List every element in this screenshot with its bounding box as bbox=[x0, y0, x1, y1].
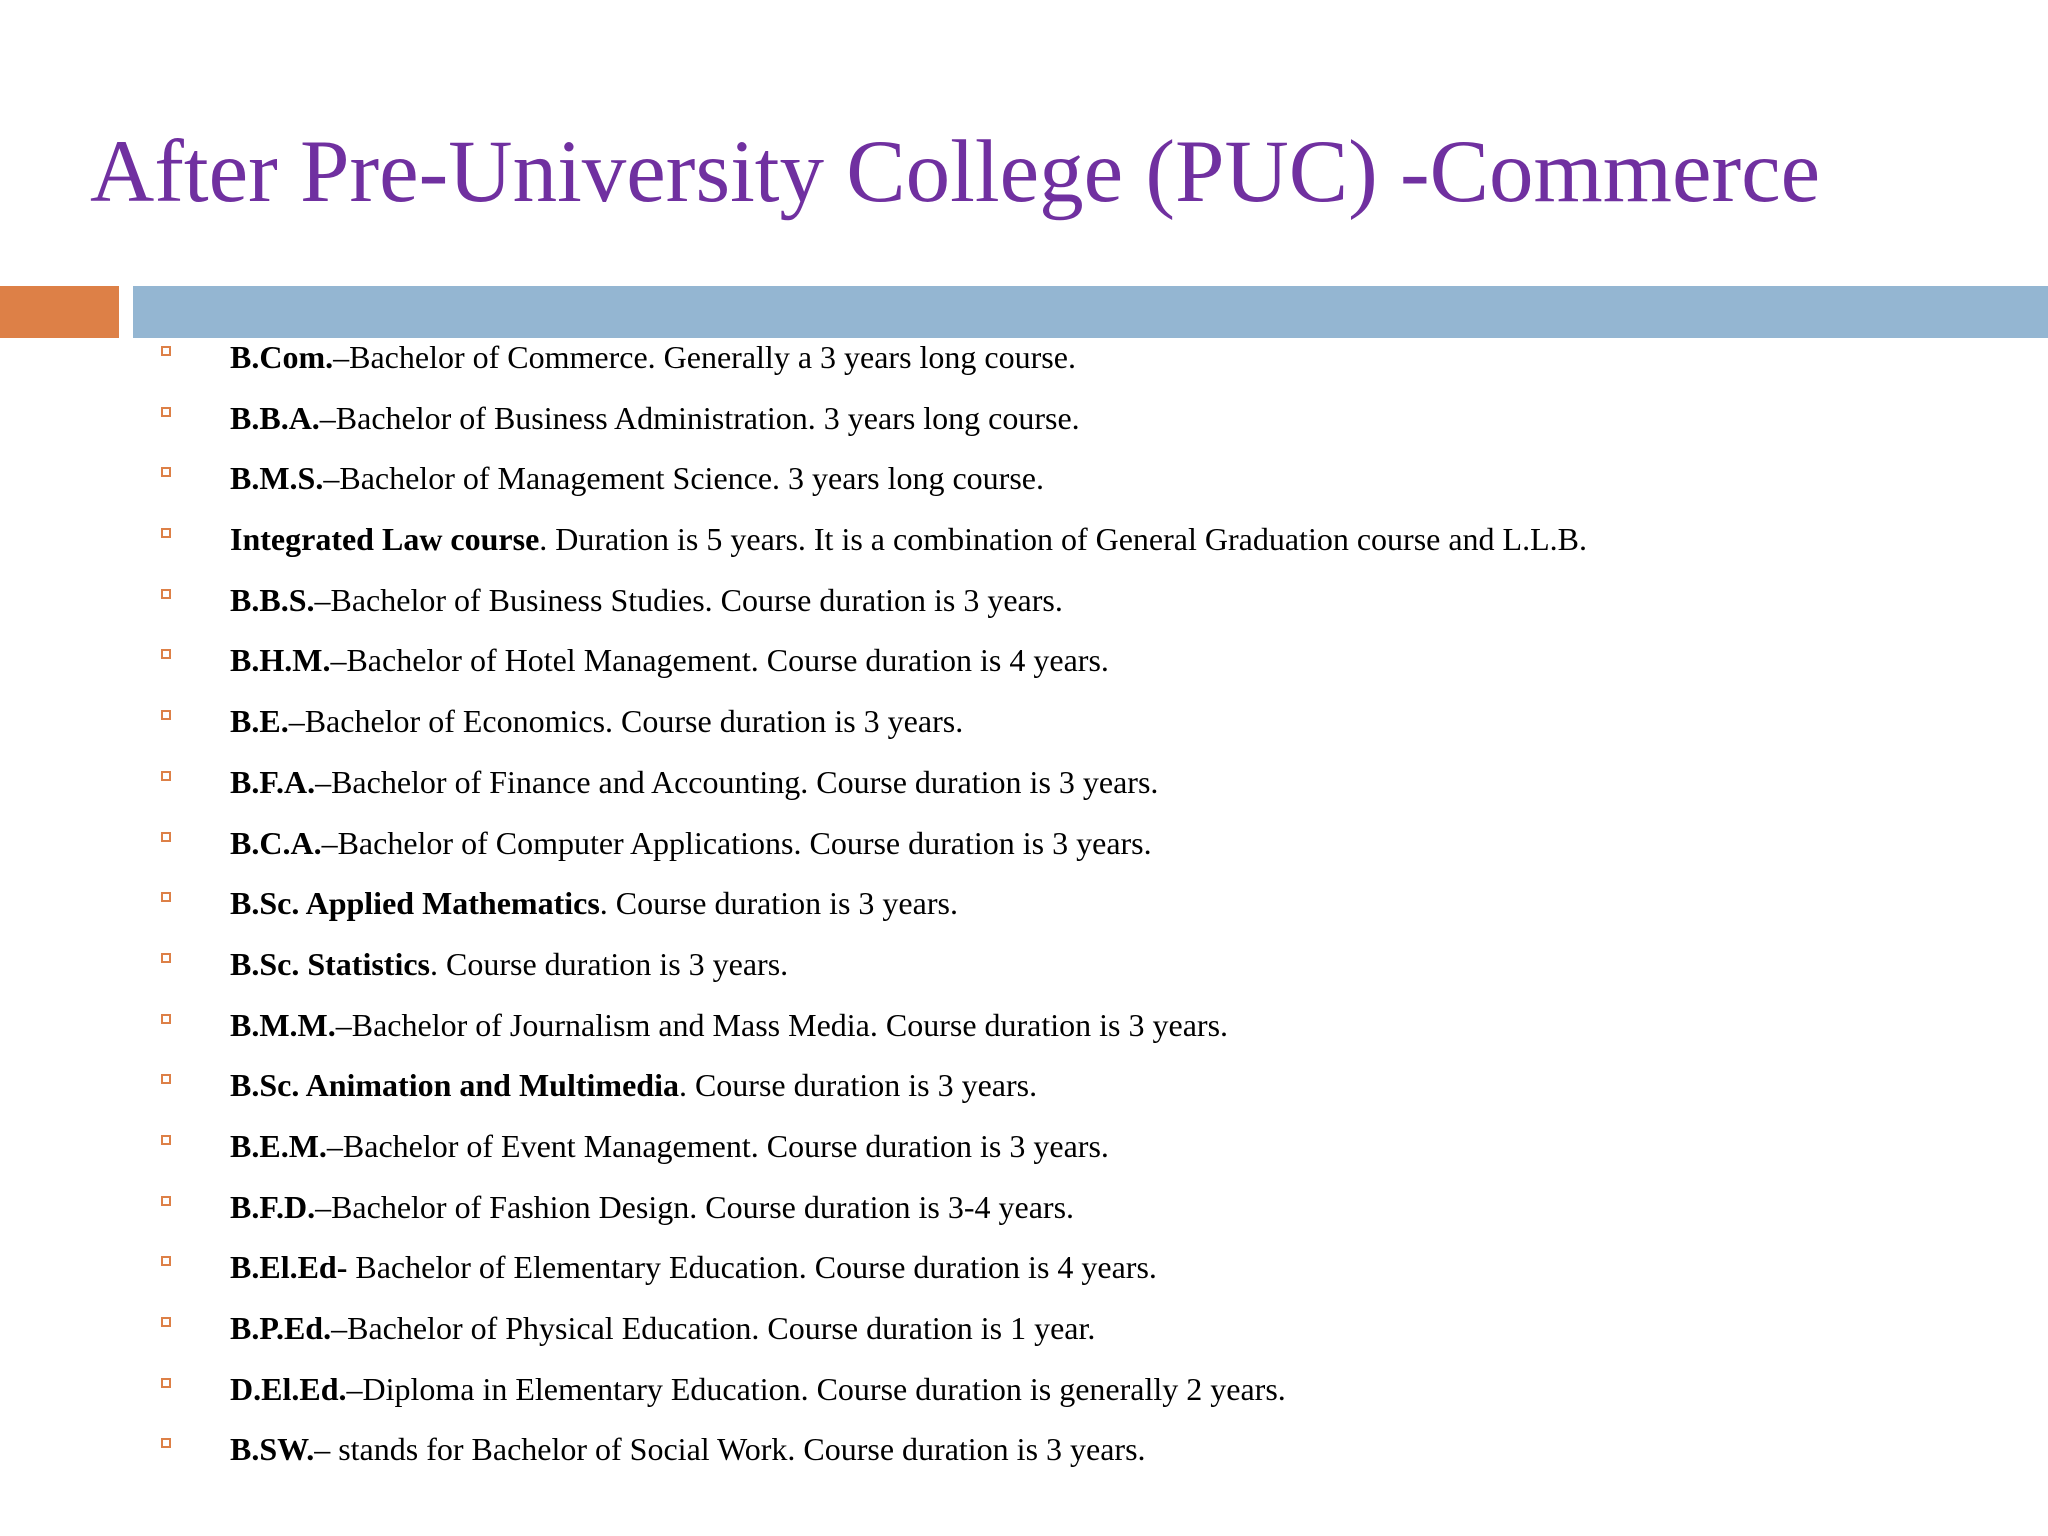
square-bullet-icon bbox=[161, 1196, 171, 1206]
item-text bbox=[230, 876, 958, 930]
item-term: B.C.A. bbox=[230, 824, 322, 861]
item-description: – stands for Bachelor of Social Work. Course duration is 3 years. bbox=[314, 1431, 1146, 1468]
item-term: B.H.M. bbox=[230, 642, 331, 679]
item-text bbox=[230, 1058, 1037, 1112]
item-description: –Bachelor of Economics. Course duration is 3 years. bbox=[288, 703, 964, 740]
item-term: B.E.M. bbox=[230, 1127, 327, 1164]
item-description: –Bachelor of Business Administration. 3 years long course. bbox=[319, 399, 1080, 436]
item-text bbox=[230, 451, 1044, 505]
item-term: B.SW. bbox=[230, 1431, 315, 1468]
square-bullet-icon bbox=[161, 1135, 171, 1145]
item-term: D.El.Ed. bbox=[230, 1370, 347, 1407]
item-text bbox=[230, 1422, 1146, 1476]
square-bullet-icon bbox=[161, 346, 171, 356]
item-term: B.P.Ed. bbox=[230, 1310, 332, 1346]
square-bullet-icon bbox=[161, 407, 171, 417]
item-term: B.Sc. Applied Mathematics bbox=[230, 885, 600, 922]
item-term: B.F.D. bbox=[230, 1188, 316, 1225]
square-bullet-icon bbox=[161, 589, 171, 599]
item-description: Bachelor of Elementary Education. Course duration is 4 years. bbox=[347, 1249, 1157, 1286]
item-term: B.M.S. bbox=[230, 460, 324, 497]
item-description: –Bachelor of Commerce. Generally a 3 years long course. bbox=[333, 339, 1076, 375]
item-term: B.Sc. Animation and Multimedia bbox=[230, 1067, 679, 1104]
item-description: –Bachelor of Business Studies. Course duration is 3 years. bbox=[314, 581, 1063, 618]
square-bullet-icon bbox=[161, 1438, 171, 1448]
square-bullet-icon bbox=[161, 710, 171, 720]
square-bullet-icon bbox=[161, 1014, 171, 1024]
square-bullet-icon bbox=[161, 771, 171, 781]
item-term: B.Sc. Statistics bbox=[230, 945, 430, 982]
item-description: . Course duration is 3 years. bbox=[430, 945, 789, 982]
item-description: . Course duration is 3 years. bbox=[678, 1067, 1038, 1104]
item-term: B.El.Ed- bbox=[230, 1249, 348, 1286]
item-text bbox=[230, 1362, 1286, 1416]
square-bullet-icon bbox=[161, 467, 171, 477]
item-text bbox=[230, 1119, 1109, 1173]
item-text bbox=[230, 998, 1228, 1052]
square-bullet-icon bbox=[161, 953, 171, 963]
slide-title: After Pre-University College (PUC) -Commerce bbox=[90, 123, 1821, 221]
item-description: –Bachelor of Physical Education. Course duration is 1 year. bbox=[331, 1310, 1096, 1346]
item-description: –Bachelor of Journalism and Mass Media. Course duration is 3 years. bbox=[335, 1006, 1229, 1043]
item-term: Integrated Law course bbox=[230, 521, 540, 558]
item-term: B.M.M. bbox=[230, 1006, 336, 1043]
item-term: B.B.S. bbox=[230, 581, 315, 618]
item-term: B.E. bbox=[230, 703, 289, 740]
item-text bbox=[230, 1180, 1074, 1234]
item-description: –Bachelor of Fashion Design. Course duration is 3-4 years. bbox=[315, 1188, 1075, 1225]
square-bullet-icon bbox=[161, 1256, 171, 1266]
item-text bbox=[230, 330, 1076, 384]
item-description: . Course duration is 3 years. bbox=[599, 885, 958, 922]
item-text bbox=[230, 573, 1063, 627]
item-term: B.Com. bbox=[230, 339, 334, 375]
item-text bbox=[230, 694, 963, 748]
square-bullet-icon bbox=[161, 832, 171, 842]
square-bullet-icon bbox=[161, 1074, 171, 1084]
item-text bbox=[230, 391, 1080, 445]
accent-bar-orange bbox=[0, 286, 119, 338]
square-bullet-icon bbox=[161, 528, 171, 538]
item-description: –Bachelor of Management Science. 3 years long course. bbox=[323, 460, 1044, 497]
item-term: B.B.A. bbox=[230, 399, 320, 436]
item-text bbox=[230, 633, 1109, 687]
square-bullet-icon bbox=[161, 892, 171, 902]
item-description: . Duration is 5 years. It is a combination of General Graduation course and L.L.B. bbox=[539, 521, 1587, 558]
item-description: –Bachelor of Finance and Accounting. Course duration is 3 years. bbox=[315, 763, 1159, 800]
item-text bbox=[230, 1240, 1157, 1294]
item-text bbox=[230, 1301, 1095, 1355]
item-text bbox=[230, 816, 1152, 870]
square-bullet-icon bbox=[161, 1317, 171, 1327]
item-term: B.F.A. bbox=[230, 763, 316, 800]
item-text bbox=[230, 512, 1587, 566]
item-description: –Bachelor of Computer Applications. Course duration is 3 years. bbox=[321, 824, 1152, 861]
item-text bbox=[230, 755, 1158, 809]
item-description: –Bachelor of Event Management. Course duration is 3 years. bbox=[326, 1127, 1109, 1164]
item-text bbox=[230, 937, 788, 991]
item-description: –Diploma in Elementary Education. Course duration is generally 2 years. bbox=[346, 1370, 1286, 1407]
square-bullet-icon bbox=[161, 1378, 171, 1388]
square-bullet-icon bbox=[161, 649, 171, 659]
item-description: –Bachelor of Hotel Management. Course duration is 4 years. bbox=[330, 642, 1109, 679]
